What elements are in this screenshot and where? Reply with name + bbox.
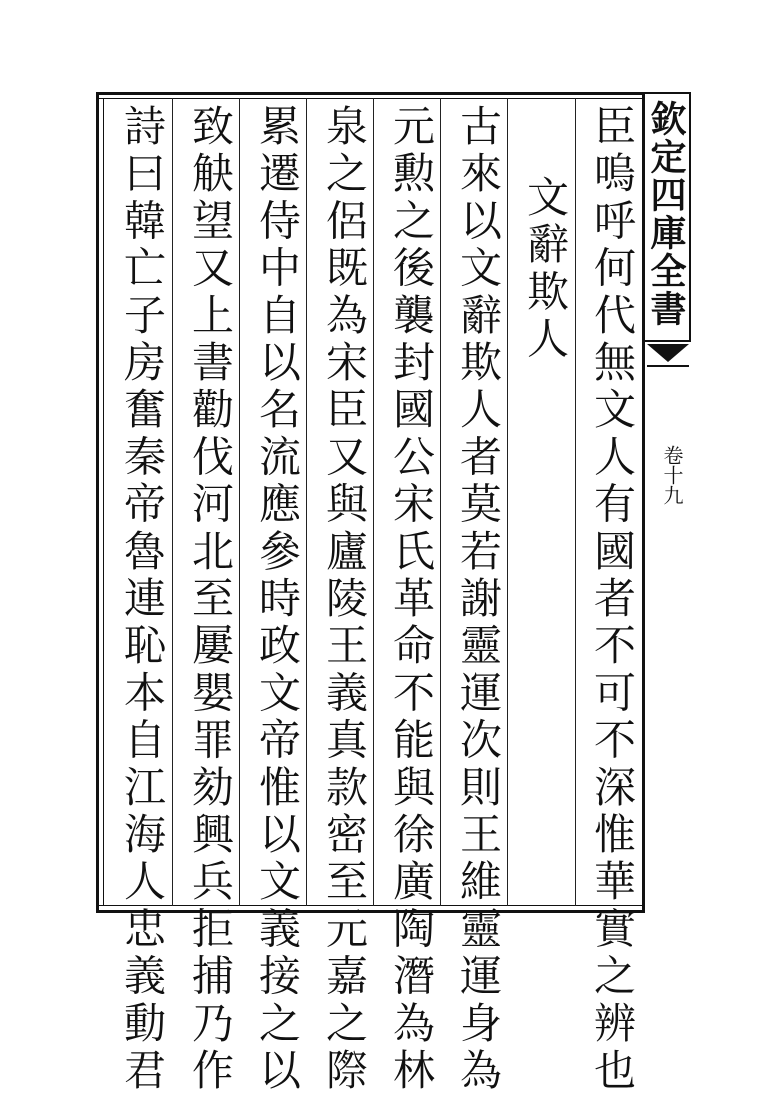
fish-tail-ornament [645,342,691,372]
text-column: 泉之侶既為宋臣又與廬陵王義真款密至元嘉之際 [320,104,369,1095]
section-heading: 文辭欺人 [521,175,570,364]
column-divider [440,98,441,906]
column-divider [172,98,173,906]
text-column: 致觖望又上書勸伐河北至屢嬰罪劾興兵拒捕乃作 [186,104,235,1095]
volume-label: 卷十九 [660,445,684,505]
column-divider [373,98,374,906]
column-divider [575,98,576,906]
frame-top-border [96,92,644,95]
column-divider [306,98,307,906]
frame-left-border [96,92,99,913]
text-column: 元勲之後襲封國公宋氏革命不能與徐廣陶潛為林 [387,104,436,1095]
text-column: 古來以文辭欺人者莫若謝靈運次則王維靈運身為 [454,104,503,1095]
text-column: 累遷侍中自以名流應參時政文帝惟以文義接之以 [253,104,302,1095]
frame-top-inner-border [96,98,644,99]
column-divider [239,98,240,906]
text-column: 臣嗚呼何代無文人有國者不可不深惟華實之辨也 [588,104,637,1095]
text-column: 詩曰韓亡子房奮秦帝魯連恥本自江海人忠義動君 [118,104,167,1095]
frame-left-inner-border [103,98,104,906]
column-divider [507,98,508,906]
collection-title: 欽定四庫全書 [645,100,687,328]
